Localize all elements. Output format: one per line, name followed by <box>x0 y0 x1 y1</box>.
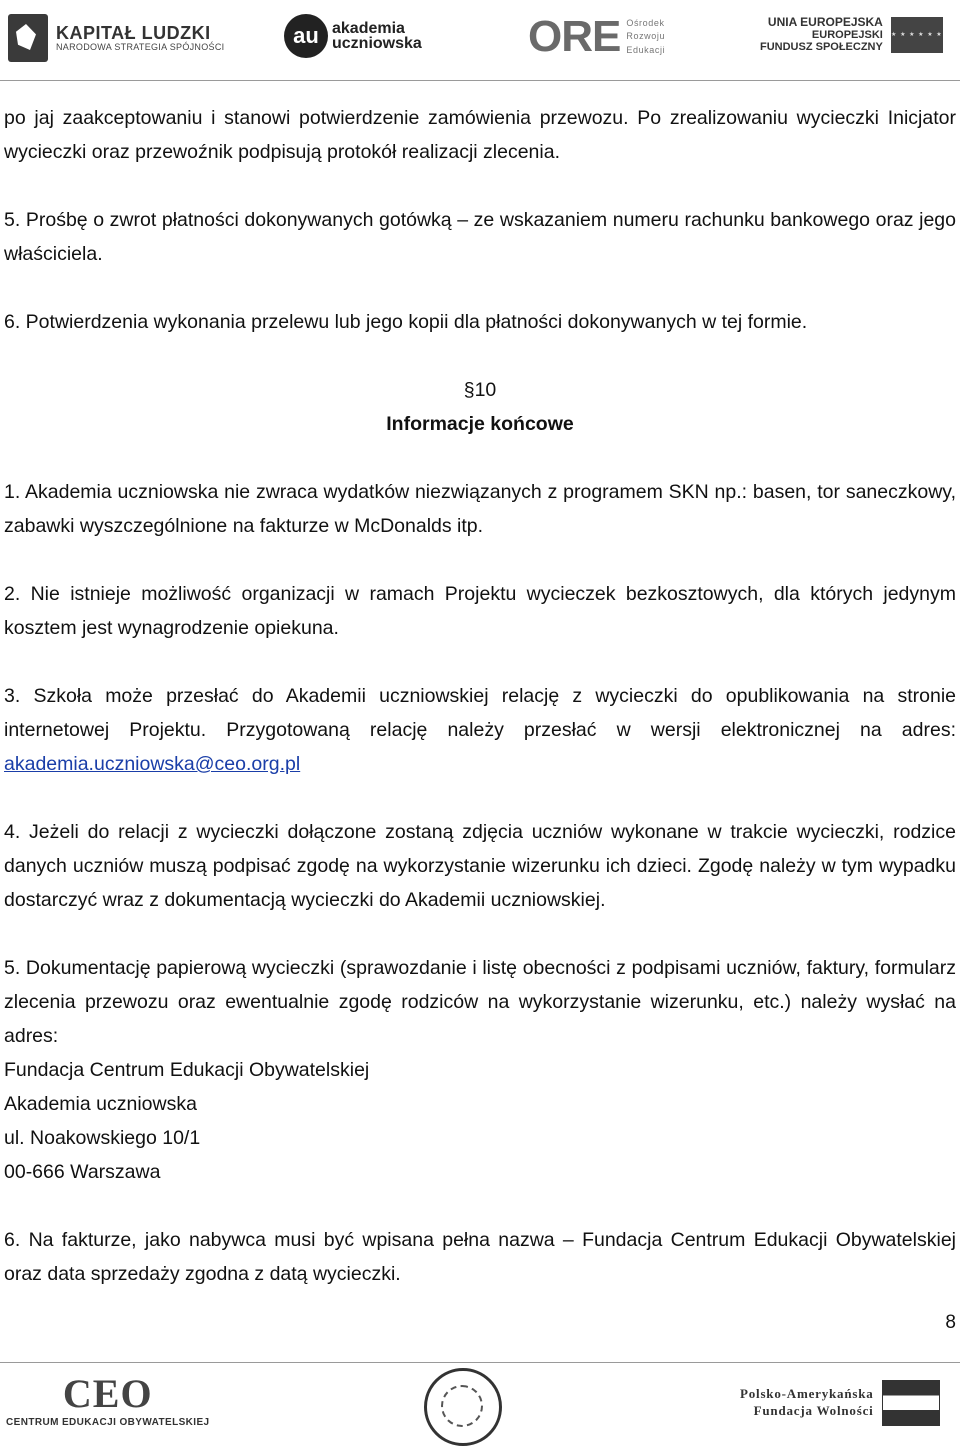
ceo-mark: CEO <box>62 1371 153 1416</box>
final-item-3-text: 3. Szkoła może przesłać do Akademii uczniowskiej relację z wycieczki do opublikowania na stronie internetowej Projektu. Przygotowaną relację należy przesłać w wersji elektronicznej na adres: <box>4 685 956 741</box>
ore-line1: Ośrodek <box>626 18 665 29</box>
akademia-uczniowska-logo <box>284 14 422 58</box>
eu-line1: UNIA EUROPEJSKA <box>767 15 883 29</box>
seal-icon <box>424 1368 502 1446</box>
page-number: 8 <box>945 1312 956 1333</box>
section-number: §10 <box>463 379 497 401</box>
final-item-6: 6. Na fakturze, jako nabywca musi być wpisana pełna nazwa – Fundacja Centrum Edukacji Obywatelskiej oraz data sprzedaży zgodna z datą wycieczki. <box>4 1229 956 1285</box>
ore-line3: Edukacji <box>626 44 666 55</box>
paragraph-continuation: po jaj zaakceptowaniu i stanowi potwierdzenie zamówienia przewozu. Po zrealizowaniu wycieczki Inicjator wycieczki oraz przewoźnik podpisują protokół realizacji zlecenia. <box>4 107 956 163</box>
address-line: 00-666 Warszawa <box>4 1161 161 1183</box>
eu-line2: EUROPEJSKI <box>811 29 883 42</box>
page-header <box>0 0 960 80</box>
final-item-1: 1. Akademia uczniowska nie zwraca wydatków niezwiązanych z programem SKN np.: basen, tor saneczkowy, zabawki wyszczególnione na fakturze w McDonalds itp. <box>4 481 956 537</box>
eu-logo <box>760 16 943 53</box>
email-link[interactable]: akademia.uczniowska@ceo.org.pl <box>4 753 301 775</box>
paragraph-item-6: 6. Potwierdzenia wykonania przelewu lub jego kopii dla płatności dokonywanych w tej formie. <box>4 311 808 333</box>
final-item-5: 5. Dokumentację papierową wycieczki (sprawozdanie i listę obecności z podpisami uczniów, faktury, formularz zlecenia przewozu oraz ewentualnie zgodę rodziców na wykorzystanie wizerunku, etc.) należy wysłać na adres: <box>4 957 956 1047</box>
address-line: Fundacja Centrum Edukacji Obywatelskiej <box>4 1059 370 1081</box>
pafw-line2: Fundacja Wolności <box>753 1403 874 1418</box>
institute-seal-logo <box>424 1368 502 1446</box>
pafw-logo <box>740 1380 940 1426</box>
kapital-ludzki-subtitle: NARODOWA STRATEGIA SPÓJNOŚCI <box>56 41 225 52</box>
ceo-logo <box>6 1370 210 1428</box>
pafw-line1: Polsko-Amerykańska <box>740 1386 874 1402</box>
document-body <box>4 101 956 1291</box>
au-line2: uczniowska <box>332 35 422 52</box>
final-item-4: 4. Jeżeli do relacji z wycieczki dołączone zostaną zdjęcia uczniów wykonane w trakcie wycieczki, rodzice danych uczniów muszą podpisać zgodę na wykorzystanie wizerunku ich dzieci. Zgodę należy w tym wypadku dostarczyć wraz z dokumentacją wycieczki do Akademii uczniowskiej. <box>4 821 956 911</box>
header-divider <box>0 80 960 81</box>
kapital-ludzki-logo <box>8 14 224 62</box>
ore-line2: Rozwoju <box>626 31 666 42</box>
page-footer <box>0 1364 960 1446</box>
au-icon: au <box>284 14 328 58</box>
kapital-ludzki-title: KAPITAŁ LUDZKI <box>56 22 211 43</box>
kapital-ludzki-icon <box>8 14 48 62</box>
final-item-3 <box>4 679 956 781</box>
ceo-subtitle: CENTRUM EDUKACJI OBYWATELSKIEJ <box>6 1417 210 1428</box>
flag-icon <box>882 1380 940 1426</box>
footer-divider <box>0 1362 960 1363</box>
ore-logo <box>528 12 665 62</box>
final-item-2: 2. Nie istnieje możliwość organizacji w ramach Projektu wycieczek bezkosztowych, dla których jedynym kosztem jest wynagrodzenie opiekuna. <box>4 583 956 639</box>
section-title: Informacje końcowe <box>386 413 574 435</box>
eu-line3: FUNDUSZ SPOŁECZNY <box>760 41 883 54</box>
au-line1: akademia <box>332 19 405 37</box>
eu-flag-icon: ★ ★ ★ ★ ★ ★ <box>891 17 943 53</box>
address-line: Akademia uczniowska <box>4 1093 197 1115</box>
ore-mark: ORE <box>528 12 621 61</box>
paragraph-item-5: 5. Prośbę o zwrot płatności dokonywanych gotówką – ze wskazaniem numeru rachunku bankowego oraz jego właściciela. <box>4 209 956 265</box>
address-line: ul. Noakowskiego 10/1 <box>4 1127 201 1149</box>
